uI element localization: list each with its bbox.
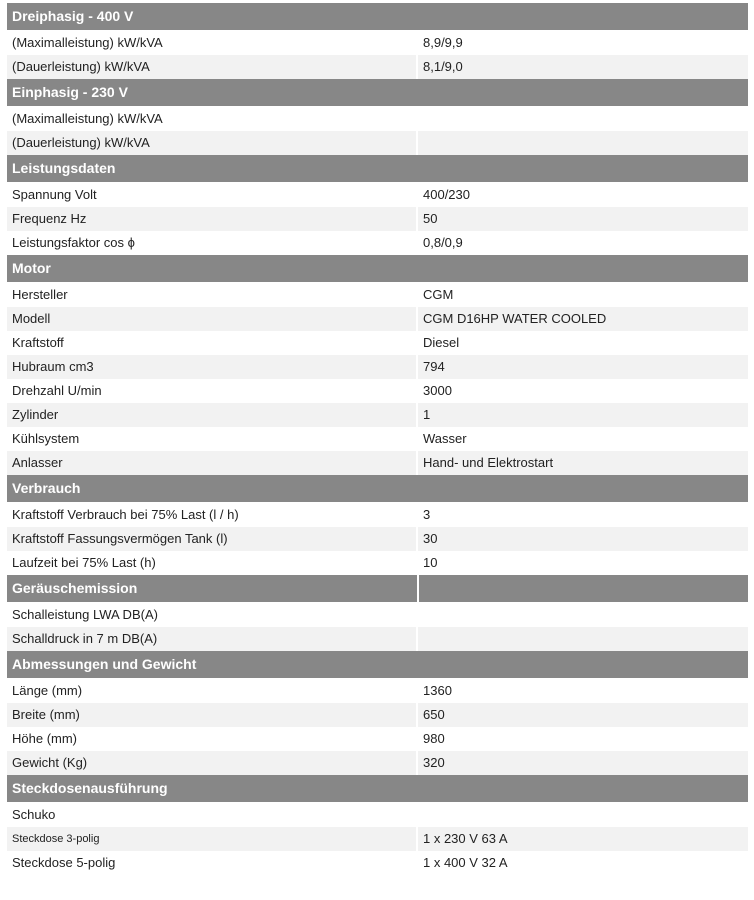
spec-label: Breite (mm) — [7, 703, 418, 727]
spec-value: 1 x 230 V 63 A — [423, 831, 508, 846]
table-row — [7, 703, 748, 727]
spec-value — [418, 803, 748, 827]
section-header-filler — [419, 575, 748, 602]
spec-value: 1360 — [423, 683, 452, 698]
section-header-verbrauch — [7, 475, 748, 502]
table-row — [7, 283, 748, 307]
section-header-einphasig-230-v — [7, 79, 748, 106]
section-header-leistungsdaten — [7, 155, 748, 182]
table-row — [7, 427, 748, 451]
section-title: Steckdosenausführung — [12, 780, 168, 796]
spec-label: Kraftstoff Fassungsvermögen Tank (l) — [7, 527, 418, 551]
spec-value: 320 — [423, 755, 445, 770]
spec-value: 1 x 400 V 32 A — [423, 855, 508, 870]
spec-value: 3000 — [423, 383, 452, 398]
table-row — [7, 603, 748, 627]
section-header-motor — [7, 255, 748, 282]
spec-label: (Maximalleistung) kW/kVA — [7, 107, 418, 131]
spec-label: Schalleistung LWA DB(A) — [7, 603, 418, 627]
table-row — [7, 503, 748, 527]
spec-label: (Maximalleistung) kW/kVA — [7, 31, 418, 55]
spec-value: 1 — [423, 407, 431, 422]
spec-value — [418, 131, 748, 155]
section-header-filler — [417, 775, 748, 802]
spec-label: Drehzahl U/min — [7, 379, 418, 403]
table-row — [7, 131, 748, 155]
spec-value: 8,9/9,9 — [423, 35, 463, 50]
section-title: Leistungsdaten — [12, 160, 116, 176]
section-header-steckdosenausfuhrung — [7, 775, 748, 802]
table-row — [7, 183, 748, 207]
spec-value: CGM D16HP WATER COOLED — [423, 311, 607, 326]
section-title: Geräuschemission — [7, 575, 419, 602]
table-row — [7, 331, 748, 355]
spec-value: CGM — [423, 287, 454, 302]
section-title: Verbrauch — [12, 480, 81, 496]
spec-value: 980 — [423, 731, 445, 746]
spec-value — [418, 603, 748, 627]
spec-value: 0,8/0,9 — [423, 235, 463, 250]
section-title: Einphasig - 230 V — [12, 84, 128, 100]
spec-value: 8,1/9,0 — [423, 59, 463, 74]
table-row — [7, 451, 748, 475]
spec-value — [418, 107, 748, 131]
spec-label: Leistungsfaktor cos ϕ — [7, 231, 418, 255]
table-row — [7, 207, 748, 231]
table-row — [7, 355, 748, 379]
spec-label: Anlasser — [7, 451, 418, 475]
spec-label: (Dauerleistung) kW/kVA — [7, 55, 418, 79]
spec-value: 50 — [423, 211, 438, 226]
section-title: Dreiphasig - 400 V — [12, 8, 134, 24]
table-row — [7, 679, 748, 703]
table-row — [7, 107, 748, 131]
spec-label: Länge (mm) — [7, 679, 418, 703]
spec-label: Kraftstoff Verbrauch bei 75% Last (l / h) — [7, 503, 418, 527]
spec-label: Höhe (mm) — [7, 727, 418, 751]
spec-label: Kraftstoff — [7, 331, 418, 355]
section-title: Motor — [12, 260, 51, 276]
spec-table — [7, 3, 748, 875]
section-header-filler — [417, 155, 748, 182]
table-row — [7, 379, 748, 403]
spec-label: Steckdose 3-polig — [7, 827, 418, 851]
table-row — [7, 803, 748, 827]
spec-label: Zylinder — [7, 403, 418, 427]
spec-label: Spannung Volt — [7, 183, 418, 207]
section-header-abmessungen-und-gewicht — [7, 651, 748, 678]
spec-label: Schuko — [7, 803, 418, 827]
spec-value: 10 — [423, 555, 438, 570]
table-row — [7, 31, 748, 55]
spec-label: Kühlsystem — [7, 427, 418, 451]
section-header-filler — [417, 79, 748, 106]
spec-label: Modell — [7, 307, 418, 331]
spec-value: 400/230 — [423, 187, 470, 202]
section-header-gerauschemission — [7, 575, 748, 602]
spec-label: Frequenz Hz — [7, 207, 418, 231]
spec-label: Schalldruck in 7 m DB(A) — [7, 627, 418, 651]
spec-label: Gewicht (Kg) — [7, 751, 418, 775]
table-row — [7, 55, 748, 79]
spec-label: Hubraum cm3 — [7, 355, 418, 379]
spec-value: 3 — [423, 507, 431, 522]
section-header-filler — [417, 255, 748, 282]
table-row — [7, 627, 748, 651]
spec-value: 30 — [423, 531, 438, 546]
spec-value: 650 — [423, 707, 445, 722]
section-header-filler — [417, 475, 748, 502]
table-row — [7, 527, 748, 551]
spec-value: Hand- und Elektrostart — [423, 455, 554, 470]
spec-value — [418, 627, 748, 651]
section-title: Abmessungen und Gewicht — [12, 656, 197, 672]
section-header-filler — [417, 651, 748, 678]
spec-value: Diesel — [423, 335, 460, 350]
spec-label: Hersteller — [7, 283, 418, 307]
table-row — [7, 551, 748, 575]
spec-label: Laufzeit bei 75% Last (h) — [7, 551, 418, 575]
table-row — [7, 231, 748, 255]
table-row — [7, 851, 748, 875]
table-row — [7, 403, 748, 427]
section-header-filler — [417, 3, 748, 30]
table-row — [7, 307, 748, 331]
section-header-dreiphasig-400-v — [7, 3, 748, 30]
spec-label: (Dauerleistung) kW/kVA — [7, 131, 418, 155]
table-row — [7, 727, 748, 751]
table-row — [7, 827, 748, 851]
spec-value: Wasser — [423, 431, 467, 446]
spec-value: 794 — [423, 359, 445, 374]
table-row — [7, 751, 748, 775]
spec-label: Steckdose 5-polig — [7, 851, 418, 875]
